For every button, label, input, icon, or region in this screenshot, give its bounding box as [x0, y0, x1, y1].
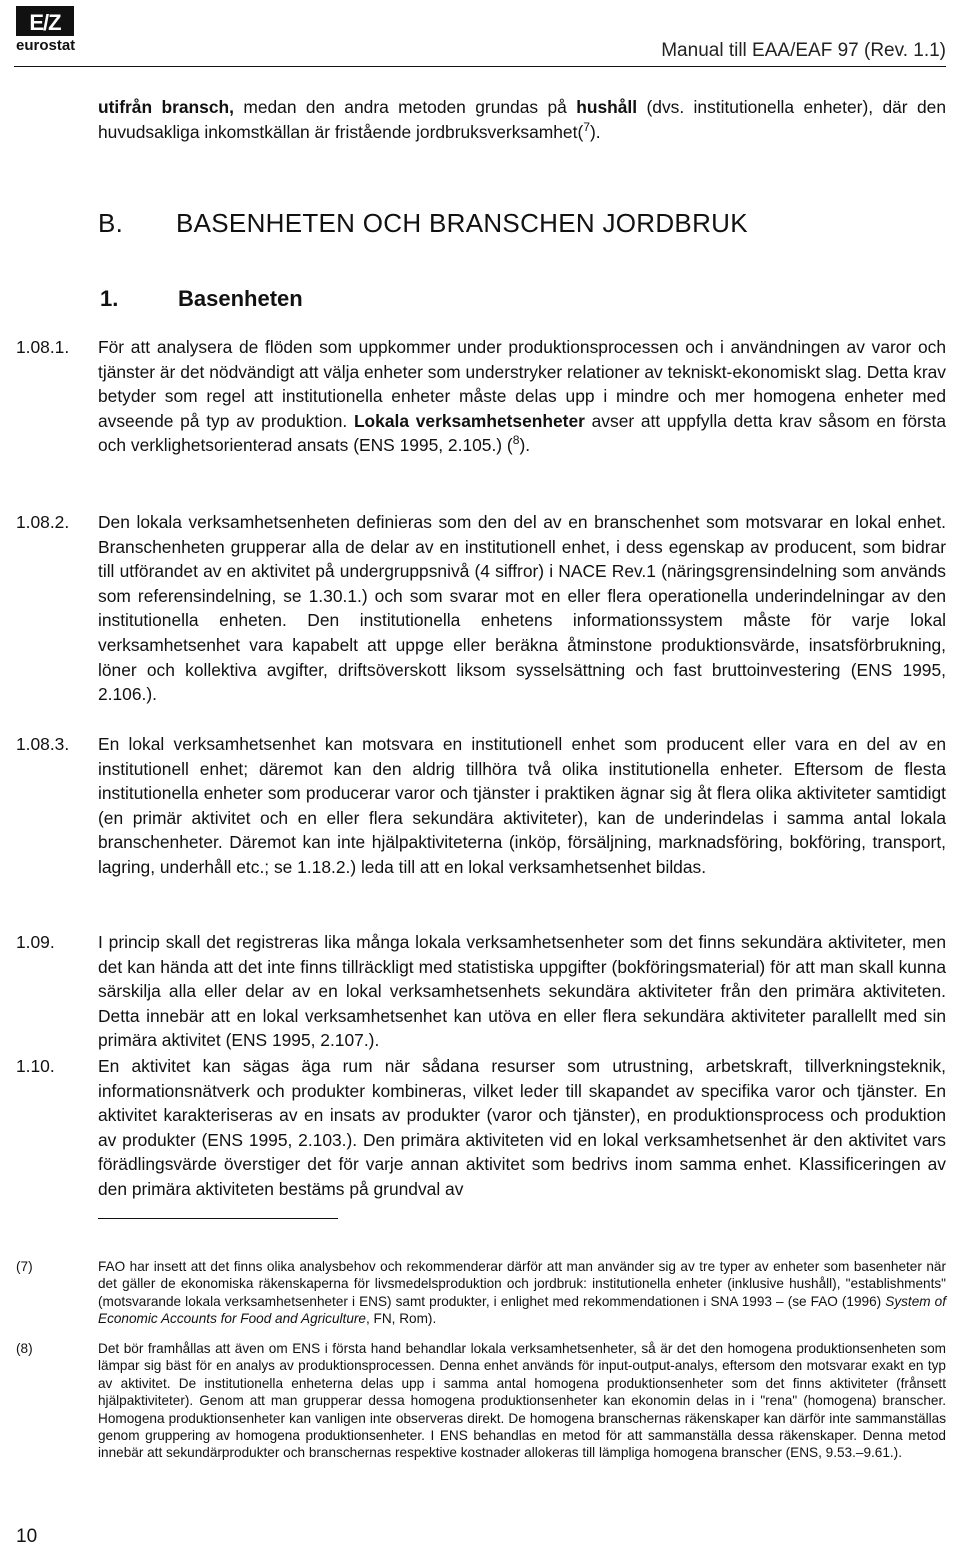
eurostat-logo-mark: E/Z: [16, 6, 74, 36]
subsection-title-text: Basenheten: [178, 286, 303, 311]
section-letter: B.: [98, 208, 124, 238]
footnote-ref-7: 7: [583, 119, 590, 134]
section-title-text: BASENHETEN OCH BRANSCHEN JORDBRUK: [176, 208, 748, 238]
intro-text-2: (dvs. institutionella enheter), där den huvudsakliga inkomstkällan är fristående jordbruksverksamhet(: [98, 97, 946, 142]
intro-bold-1: utifrån bransch,: [98, 97, 234, 117]
paragraph-text: En aktivitet kan sägas äga rum när sådana resurser som utrustning, arbetskraft, tillverkningsteknik, informationsnätverk och produkter kombineras, vilket leder till skapandet av specifika varor och tjänster. En aktivitet karakteriseras av en insats av produkter (varor och tjänster), en produktionsprocess och produktion av produkter (ENS 1995, 2.103.). Den primära aktiviteten vid en lokal verksamhetsenhet är den aktivitet vars förädlingsvärde överstiger det för varje annan aktivitet som bedrivs inom samma enhet. Klassificeringen av den primära aktiviteten bestäms på grundval av: [98, 1056, 946, 1199]
manual-reference: Manual till EAA/EAF 97 (Rev. 1.1): [661, 40, 946, 61]
paragraph-number: 1.10.: [16, 1056, 55, 1076]
intro-bold-2: hushåll: [576, 97, 638, 117]
footnote-number: (8): [16, 1341, 33, 1356]
footnote-italic-title: System of Economic Accounts for Food and Agriculture: [98, 1293, 946, 1327]
paragraph-number: 1.08.2.: [16, 512, 70, 532]
paragraph-bold-term: Lokala verksamhetsenheter: [353, 410, 585, 431]
paragraph-text-part: avser att uppfylla detta krav såsom en första och verklighetsorienterad ansats (ENS 1995, 2.105.) (: [98, 410, 947, 456]
intro-text-1: medan den andra metoden grundas på: [233, 97, 577, 117]
footnote-divider: [98, 1218, 338, 1219]
intro-text-3: ).: [590, 121, 601, 142]
section-heading: [98, 208, 748, 239]
footnote-text: Det bör framhållas att även om ENS i första hand behandlar lokala verksamhetsenheter, så är det den homogena produktionsenheten som lämpar sig bäst för en analys av produktionsprocessen. Denna enhet används för input-output-analys, eftersom den motsvarar exakt en typ av aktivitet. De institutionella enheterna delas upp i samma antal homogena produktionsenheter som det finns aktiviteter (frånsett hjälpaktiviteter). Genom att man grupperar dessa homogena produktionsenheter kan ekonomin delas in i "rena" (homogena) branscher. Homogena produktionsenheter kan vanligen inte observeras direkt. De homogena branschernas räkenskaper kan därför inte sammanställas genom gruppering av homogena produktionsenheter. I ENS behandlas en metod för att sammanställa dessa räkenskaper. Denna metod innebär att sekundärprodukter och branschernas respektive kostnader allokeras till lämpliga homogena branscher (ENS, 9.53.–9.61.).: [98, 1341, 946, 1461]
paragraph-text: En lokal verksamhetsenhet kan motsvara en institutionell enhet som producent eller vara en del av en institutionell enhet; däremot kan den aldrig tillhöra två olika institutionella enheter. Eftersom de flesta institutionella enheter som producerar varor och tjänster i praktiken ägnar sig åt flera olika aktiviteter samtidigt (en primär aktivitet och en eller flera sekundära aktiviteter), kan de underindelas i samma antal lokala branschenheter. Däremot kan inte hjälpaktiviteterna (inköp, försäljning, marknadsföring, bokföring, transport, lagring, underhåll etc.; se 1.18.2.) leda till att en lokal verksamhetsenhet bildas.: [98, 734, 946, 877]
subsection-number: 1.: [100, 286, 119, 311]
footnote-text-part: , FN, Rom).: [365, 1311, 437, 1327]
footnote-ref-8: 8: [512, 433, 520, 448]
paragraph-text: Den lokala verksamhetsenheten definieras som den del av en branschenhet som motsvarar en lokal enhet. Branschenheten grupperar alla de delar av en institutionell enhet, i dess egenskap av producent, som bidrar till utförandet av en aktivitet på undergruppsnivå (4 siffror) i NACE Rev.1 (näringsgrensindelning som används som referensindelning, se 1.30.1.) och som svarar mot en eller flera operationella underindelningar av den institutionella enheten. Den institutionella enhetens informationssystem måste för varje lokal verksamhetsenhet vara kapabelt att uppge eller beräkna åtminstone produktionsvärde, insatsförbrukning, löner och kollektiva avgifter, driftsöverskott liksom sysselsättning och fast bruttoinvestering (ENS 1995, 2.106.).: [98, 512, 946, 705]
paragraph-number: 1.08.3.: [16, 734, 70, 754]
footnote-text-part: FAO har insett att det finns olika analysbehov och rekommenderar därför att man använder sig av tre typer av enheter som basenheter när det gäller de ekonomiska räkenskaperna för livsmedelsproduktion och jordbruk: institutionella enheter (inklusive hushåll), "establishments" (motsvarande lokala verksamhetsenheter i ENS) samt produkter, i enlighet med rekommendationen i SNA 1993 – (se FAO (1996): [98, 1259, 946, 1309]
footnote-number: (7): [16, 1259, 33, 1274]
paragraph-text: I princip skall det registreras lika många lokala verksamhetsenheter som det finns sekundära aktiviteter, men det kan hända att det inte finns tillräckligt med statistiska uppgifter (bokföringsmaterial) för att man skall kunna särskilja alla eller delar av en lokal verksamhetsenhets sekundära aktiviteter från den primära aktiviteten. Detta innebär att en lokal verksamhetsenhet kan utöva en eller flera sekundära aktiviteter parallellt med sin primära aktivitet (ENS 1995, 2.107.).: [98, 932, 946, 1051]
eurostat-logo-text: eurostat: [16, 37, 76, 54]
page-number: 10: [16, 1526, 38, 1547]
paragraph-text: [98, 335, 946, 458]
paragraph-text-part: ).: [519, 435, 531, 456]
intro-paragraph: [98, 95, 946, 144]
footnote-text: [98, 1258, 946, 1328]
paragraph-text-part: För att analysera de flöden som uppkommer under produktionsprocessen och i användningen av varor och tjänster är det nödvändigt att välja enheter som understryker relationer av tekniskt-ekonomiskt slag. Detta krav betyder som regel att institutionella enheter måste delas upp i mindre och mer homogena enheter med avseende på typ av produktion.: [98, 337, 946, 431]
header-divider: [14, 66, 946, 67]
eurostat-logo: [16, 6, 88, 54]
subsection-heading: [100, 286, 303, 312]
paragraph-number: 1.09.: [16, 932, 55, 952]
paragraph-number: 1.08.1.: [16, 337, 70, 357]
